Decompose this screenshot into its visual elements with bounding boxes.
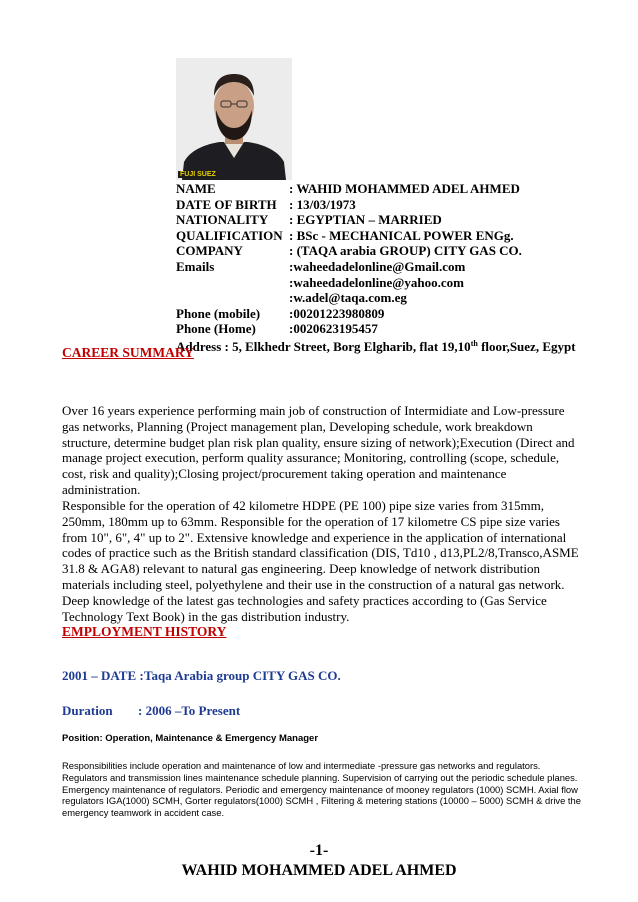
page-number: -1- — [309, 842, 329, 859]
portrait-image — [176, 58, 292, 180]
career-summary-paragraph-1: Over 16 years experience performing main job of construction of Intermidiate and Low-pressure gas networks, Planning (Project management plan, Developing schedule, work breakdown structure, determine budget plan risk plan quality, ensure sizing of network);Execution (Direct and manage project execution, perform quality assurance; Monitoring, controlling (scope, schedule, cost, risk and quality);Closing project/procurement taking operation and maintenance administration. — [62, 403, 575, 497]
info-label: NATIONALITY — [176, 212, 269, 228]
info-value: :00201223980809 — [289, 305, 385, 321]
info-row-company — [176, 243, 616, 259]
address-text: Address : 5, Elkhedr Street, Borg Elgharib, flat 19,10 — [176, 338, 471, 354]
info-label: DATE OF BIRTH — [176, 196, 277, 212]
email-link[interactable]: :w.adel@taqa.com.eg — [289, 290, 407, 306]
address-text-end: floor,Suez, Egypt — [477, 338, 576, 354]
info-value: : WAHID MOHAMMED ADEL AHMED — [289, 181, 520, 196]
info-row-address — [176, 339, 616, 355]
duration-label: Duration — [62, 703, 113, 718]
employment-history-heading: EMPLOYMENT HISTORY — [62, 624, 227, 639]
info-row-nationality — [176, 212, 616, 228]
employment-date: 2001 – DATE : — [62, 668, 144, 683]
info-label: NAME — [176, 181, 216, 196]
employment-duration — [62, 703, 240, 719]
photo-brand-label: FUJI SUEZ — [180, 171, 216, 178]
info-label: QUALIFICATION — [176, 227, 283, 243]
personal-info — [176, 181, 616, 355]
info-row-email-3 — [176, 290, 616, 306]
duration-value: : 2006 –To Present — [138, 703, 241, 718]
info-label: Emails — [176, 258, 215, 274]
info-value: : 13/03/1973 — [289, 196, 356, 212]
info-row-dob — [176, 197, 616, 213]
info-row-qualification — [176, 228, 616, 244]
employment-company: Taqa Arabia group CITY GAS CO. — [144, 668, 341, 683]
address-superscript: th — [470, 338, 478, 348]
info-value: :0020623195457 — [289, 321, 378, 337]
info-value: : EGYPTIAN – MARRIED — [289, 212, 442, 228]
info-label: Phone (mobile) — [176, 305, 261, 321]
info-value: : BSc - MECHANICAL POWER ENGg. — [289, 227, 514, 243]
info-row-email-2 — [176, 275, 616, 291]
responsibilities-text: Responsibilities include operation and maintenance of low and intermediate -pressure gas networks and regulators. Regulators and transmission lines maintenance schedule planning. Supervision of carrying out the periodic schedule planes. Emergency maintenance of regulators. Periodic and emergency maintenance of mooney regulators (1000) SCMH. Axial flow regulators IGA(1000) SCMH, Gorter regulators(1000) SCMH , Filtering & metering stations (10000 – 5000) SCMH & drive the emergency teamwork in accident case. — [62, 760, 581, 819]
info-label — [176, 290, 289, 306]
info-label — [176, 275, 289, 291]
employment-entry — [62, 668, 341, 684]
footer-name: WAHID MOHAMMED ADEL AHMED — [181, 862, 457, 879]
info-label: Phone (Home) — [176, 321, 256, 337]
career-summary-heading: CAREER SUMMARY — [62, 345, 194, 360]
email-link[interactable]: :waheedadelonline@yahoo.com — [289, 274, 464, 290]
position-title: Position: Operation, Maintenance & Emergency Manager — [62, 733, 319, 744]
info-row-phone-home — [176, 321, 616, 337]
profile-photo — [176, 58, 292, 180]
career-summary-paragraph-2: Responsible for the operation of 42 kilometre HDPE (PE 100) pipe size varies from 315mm, 250mm, 180mm up to 63mm. Responsible for the operation of 17 kilometre CS pipe size varies from 10", 6", 4" up to 2". Extensive knowledge and experience in the application of international codes of practice such as the British standard classification (DIS, Td10 , d13,PL2/8,Transco,ASME 31.8 & AGA8) relevant to natural gas engineering. Deep knowledge of network distribution materials including steel, polyethylene and their use in the construction of a natural gas network. Deep knowledge of the latest gas technologies and safety practices according to (Gas Service Technology Text Book) in the gas distribution industry. — [62, 498, 579, 624]
email-link[interactable]: :waheedadelonline@Gmail.com — [289, 258, 466, 274]
info-label: COMPANY — [176, 243, 243, 259]
info-row-name — [176, 181, 616, 197]
info-row-email-1 — [176, 259, 616, 275]
info-value: : (TAQA arabia GROUP) CITY GAS CO. — [289, 243, 522, 259]
info-row-phone-mobile — [176, 306, 616, 322]
